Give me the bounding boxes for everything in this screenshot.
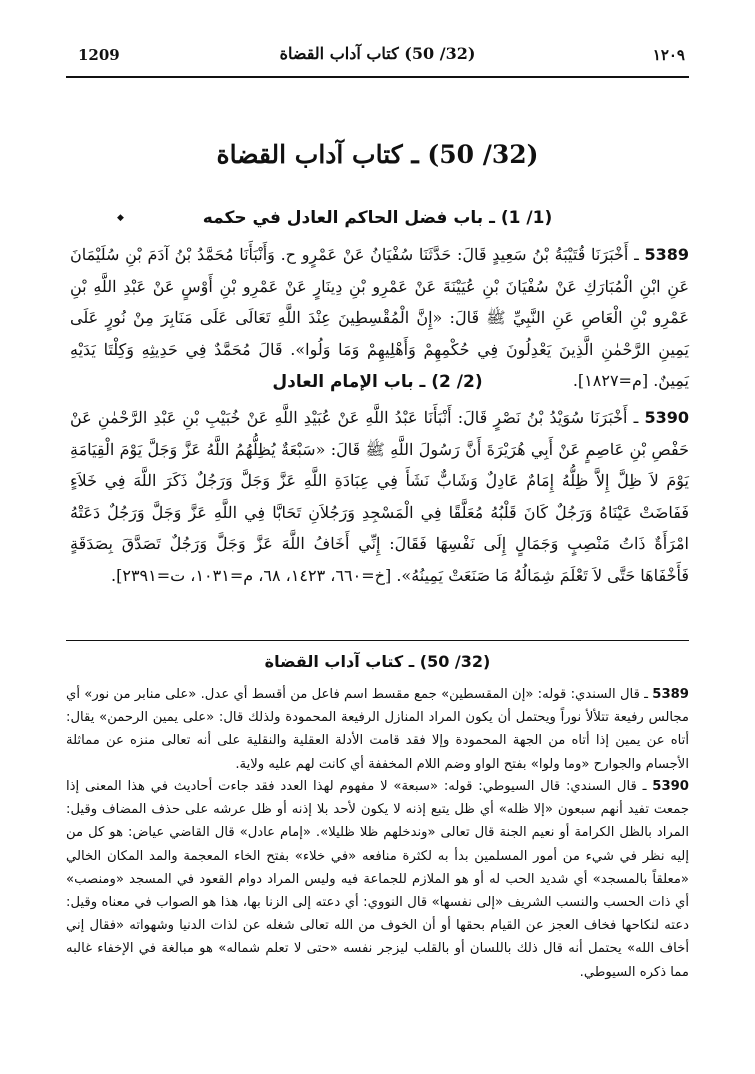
chapter-2-title: (2/ 2) ـ باب الإمام العادل — [272, 372, 483, 392]
chapter-1-title: (1/ 1) ـ باب فضل الحاكم العادل في حكمه — [202, 208, 553, 228]
hadith-reference: [خ=٦٦٠، ١٤٢٣، ٦٨، م=١٠٣١، ت=٢٣٩١]. — [111, 565, 392, 585]
commentary-5389 — [66, 683, 689, 773]
page-number-arabic: ١٢٠٩ — [652, 46, 685, 64]
commentary-text: ـ قال السندي: قال السيوطي: قوله: «سبعة» لا مفهوم لهذا العدد فقد جاءت أحاديث في هذا المعنى إذا جمعت تفيد أنهم سبعون «إلا ظله» أي ظل يتبع إذنه لا يكون لأحد بلا إذنه أو ظل عرشه على حذف المضاف وقيل: المراد بالظل الكرامة أو نعيم الجنة قال تعالى «وندخلهم ظلا ظليلا». «إمام عادل» قال القاضي عياض: هو كل من إليه نظر في شيء من أمور المسلمين بدأ به لكثرة منافعه «في خلاء» بفتح الخاء المعجمة والمد المكان الخالي «معلقاً بالمسجد» أي شديد الحب له أو هو الملازم للجماعة فيه وليس المراد دوام القعود في المسجد «ومنصب» أي ذات الحسب والنسب الشريف «إلى نفسها» قال النووي: أي دعته إلى الزنا بها، هذا هو الصواب في معناه وقيل: دعته لنكاحها فخاف العجز عن القيام بحقها أو أن الخوف من الله تعالى شغله عن لذات الدنيا وشهواته «فقال إني أخاف الله» يحتمل أنه قال ذلك باللسان أو بالقلب ليزجر نفسه «حتى لا تعلم شماله» هو مبالغة في الإخفاء غالبه مما ذكره السيوطي. — [66, 779, 689, 980]
commentary-text: ـ قال السندي: قوله: «إن المقسطين» جمع مقسط اسم فاعل من أقسط أي عدل. «على منابر من نور» أي مجالس رفيعة تتلألأ نوراً ويحتمل أن يكون المراد المنازل الرفيعة المحمودة ولذلك قال: «على يمين الرحمن» يقال: أتاه عن يمين إذا أتاه من الجهة المحمودة وإلا فقد قامت الأدلة العقلية والنقلية على أنه تعالى منزه عن مماثلة الأجسام والجوارح «وما ولوا» بفتح الواو وضم اللام المخففة أي كانت لهم عليه ولاية. — [66, 687, 689, 772]
commentary-number: 5390 — [652, 779, 689, 794]
running-title: (32/ 50) كتاب آداب القضاة — [279, 44, 476, 63]
commentary-5390 — [66, 775, 689, 1025]
ornament-mark: ◆ — [117, 213, 124, 223]
hadith-text: ـ أَخْبَرَنَا قُتَيْبَةُ بْنُ سَعِيدٍ قَالَ: حَدَّثَنَا سُفْيَانُ عَنْ عَمْرٍو ح. وَأَنْبَأَنَا مُحَمَّدُ بْنُ آدَمَ بْنِ سُلَيْمَانَ عَنِ ابْنِ الْمُبَارَكِ عَنْ سُفْيَانَ بْنِ عُيَيْنَةَ عَنْ عَمْرِو بْنِ دِينَارٍ عَنْ عَمْرِو بْنِ أَوْسٍ عَنْ عَبْدِ اللَّهِ بْنِ عَمْرِو بْنِ الْعَاصِ عَنِ النَّبِيِّ ﷺ قَالَ: «إِنَّ الْمُقْسِطِينَ عِنْدَ اللَّهِ تَعَالَى عَلَى مَنَابِرَ مِنْ نُورٍ عَلَى يَمِينِ الرَّحْمٰنِ الَّذِينَ يَعْدِلُونَ فِي حُكْمِهِمْ وَأَهْلِيهِمْ وَمَا وَلُوا». قَالَ مُحَمَّدٌ فِي حَدِيثِهِ وَكِلْتَا يَدَيْهِ يَمِينٌ. — [70, 245, 689, 390]
hadith-number: 5390 — [644, 408, 690, 427]
commentary-section-title: (32/ 50) ـ كتاب آداب القضاة — [264, 652, 491, 671]
commentary-number: 5389 — [652, 687, 689, 702]
page-number-latin: 1209 — [78, 46, 120, 64]
hadith-number: 5389 — [644, 245, 690, 264]
footnote-separator — [66, 640, 689, 641]
book-title: (32/ 50) ـ كتاب آداب القضاة — [216, 140, 539, 169]
header-rule — [66, 76, 689, 78]
hadith-reference: [م=١٨٢٧]. — [572, 371, 649, 390]
hadith-text: ـ أَخْبَرَنَا سُوَيْدُ بْنُ نَصْرٍ قَالَ: أَنْبَأَنَا عَبْدُ اللَّهِ عَنْ عُبَيْدِ اللَّهِ عَنْ خُبَيْبِ بْنِ عَبْدِ الرَّحْمٰنِ عَنْ حَفْصِ بْنِ عَاصِمٍ عَنْ أَبِي هُرَيْرَةَ أَنَّ رَسُولَ اللَّهِ ﷺ قَالَ: «سَبْعَةٌ يُظِلُّهُمُ اللَّهُ عَزَّ وَجَلَّ يَوْمَ الْقِيَامَةِ يَوْمَ لاَ ظِلَّ إِلاَّ ظِلُّهُ إِمَامٌ عَادِلٌ وَشَابٌّ نَشَأَ فِي عِبَادَةِ اللَّهِ عَزَّ وَجَلَّ وَرَجُلٌ ذَكَرَ اللَّهَ فِي خَلاَءٍ فَفَاضَتْ عَيْنَاهُ وَرَجُلٌ كَانَ قَلْبُهُ مُعَلَّقًا فِي الْمَسْجِدِ وَرَجُلاَنِ تَحَابَّا فِي اللَّهِ عَزَّ وَجَلَّ وَرَجُلٌ دَعَتْهُ امْرَأَةٌ ذَاتُ مَنْصِبٍ وَجَمَالٍ إِلَى نَفْسِهَا فَقَالَ: إِنِّي أَخَافُ اللَّهَ عَزَّ وَجَلَّ وَرَجُلٌ تَصَدَّقَ بِصَدَقَةٍ فَأَخْفَاهَا حَتَّى لاَ تَعْلَمَ شِمَالُهُ مَا صَنَعَتْ يَمِينُهُ». — [70, 408, 690, 585]
hadith-5390 — [70, 402, 689, 632]
